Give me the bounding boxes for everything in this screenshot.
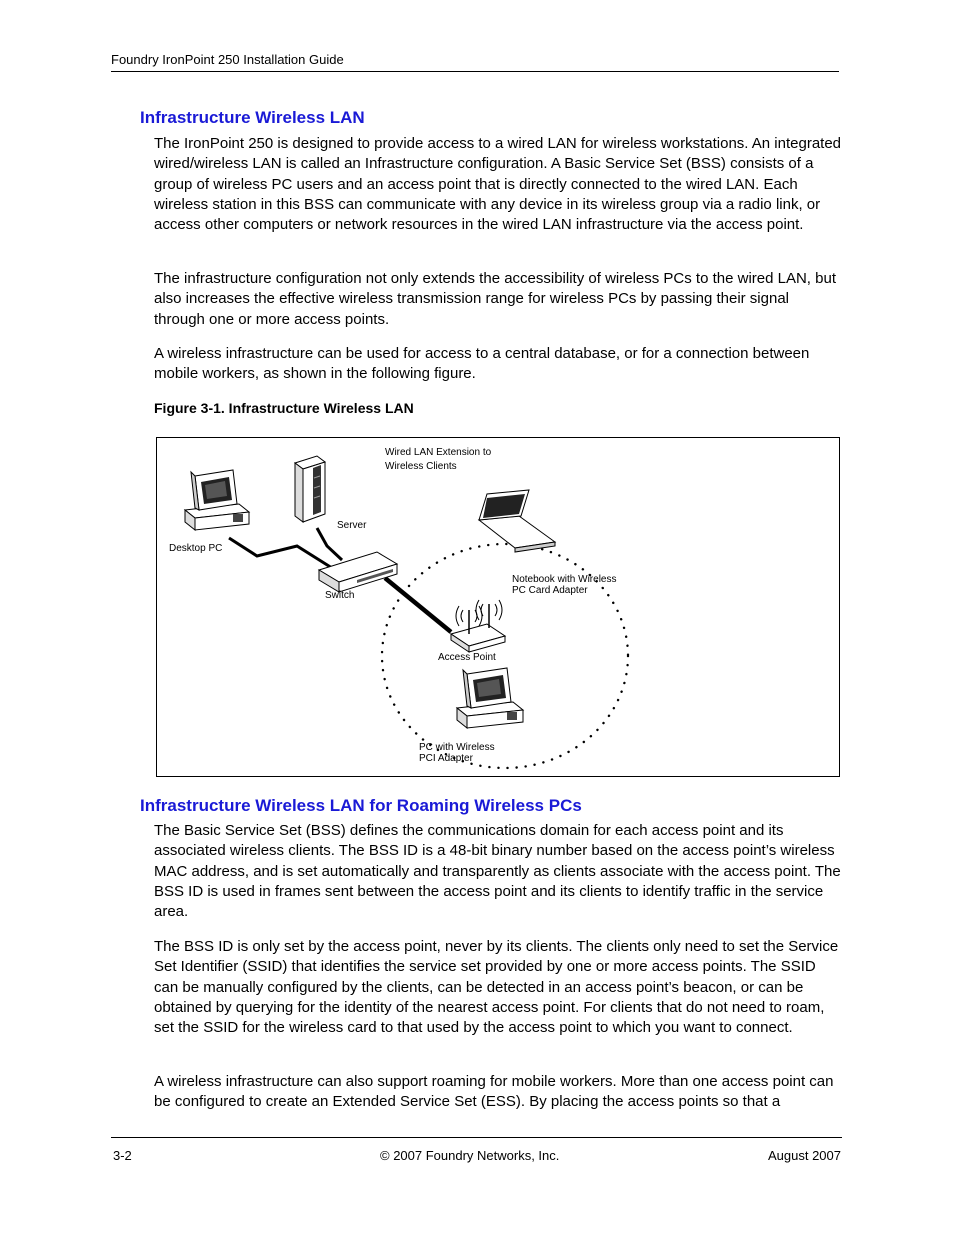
running-header: Foundry IronPoint 250 Installation Guide — [111, 52, 839, 72]
label-access-point: Access Point — [438, 652, 496, 663]
desktop-pc-icon — [185, 470, 249, 530]
page-footer — [111, 1137, 842, 1163]
wireless-pc-icon — [457, 668, 523, 728]
body-paragraph: A wireless infrastructure can also support roaming for mobile workers. More than one access point can be configured to create an Extended Service Set (ESS). By placing the access points so that a — [154, 1073, 834, 1111]
body-paragraph: The BSS ID is only set by the access point, never by its clients. The clients only need to set the Service Set Identifier (SSID) that identifies the service set provided by one or more access points. The SSID can be manually configured by the clients, can be detected in an access point’s beacon, or can be obtained by querying for the identity of the nearest access point. For clients that do not need to roam, set the SSID for the wireless card to that used by the access point to which you want to connect. — [154, 938, 839, 1037]
server-icon — [295, 456, 325, 522]
notebook-icon — [479, 490, 555, 552]
figure-caption: Figure 3-1. Infrastructure Wireless LAN — [154, 400, 414, 416]
cable-switch-ap — [385, 578, 451, 632]
section-heading-roaming: Infrastructure Wireless LAN for Roaming Wireless PCs — [140, 796, 582, 815]
label-notebook: Notebook with Wireless — [512, 574, 617, 585]
page-number: 3-2 — [113, 1148, 132, 1163]
network-diagram — [156, 437, 840, 777]
copyright: © 2007 Foundry Networks, Inc. — [380, 1148, 560, 1163]
body-paragraph: The Basic Service Set (BSS) defines the communications domain for each access point and its associated wireless clients. The BSS ID is a 48-bit binary number based on the access point’s wireless MAC address, and is set automatically and transparently as clients associate with the access point. The BSS ID is used in frames sent between the access point and its clients to identify traffic in the service area. — [154, 822, 841, 921]
label-notebook-2: PC Card Adapter — [512, 585, 588, 596]
access-point-icon — [451, 600, 505, 652]
label-wired-lan-extension: Wired LAN Extension to — [385, 447, 492, 458]
switch-icon — [319, 552, 397, 592]
body-paragraph: The IronPoint 250 is designed to provide access to a wired LAN for wireless workstations. An integrated wired/wireless LAN is called an Infrastructure configuration. A Basic Service Set (BSS) consists of a group of wireless PC users and an access point that is directly connected to the wired LAN. Each wireless station in this BSS can communicate with any device in its wireless group via a radio link, or access other computers or network resources in the wired LAN infrastructure via the access point. — [154, 135, 842, 234]
label-pc-wireless: PC with Wireless — [419, 742, 495, 753]
label-server: Server — [337, 520, 367, 531]
label-pc-wireless-2: PCI Adapter — [419, 753, 473, 764]
section-heading-infrastructure: Infrastructure Wireless LAN — [140, 108, 365, 127]
label-switch: Switch — [325, 590, 355, 601]
publication-date: August 2007 — [767, 1148, 841, 1163]
cable-server-switch — [317, 528, 342, 560]
body-paragraph: A wireless infrastructure can be used for access to a central database, or for a connection between mobile workers, as shown in the following figure. — [154, 345, 810, 383]
label-desktop-pc: Desktop PC — [169, 543, 223, 554]
label-wired-lan-extension-2: Wireless Clients — [385, 461, 457, 472]
cable-desktop-switch — [229, 538, 332, 568]
body-paragraph: The infrastructure configuration not only extends the accessibility of wireless PCs to the wired LAN, but also increases the effective wireless transmission range for wireless PCs by passing their signal through one or more access points. — [154, 270, 836, 328]
